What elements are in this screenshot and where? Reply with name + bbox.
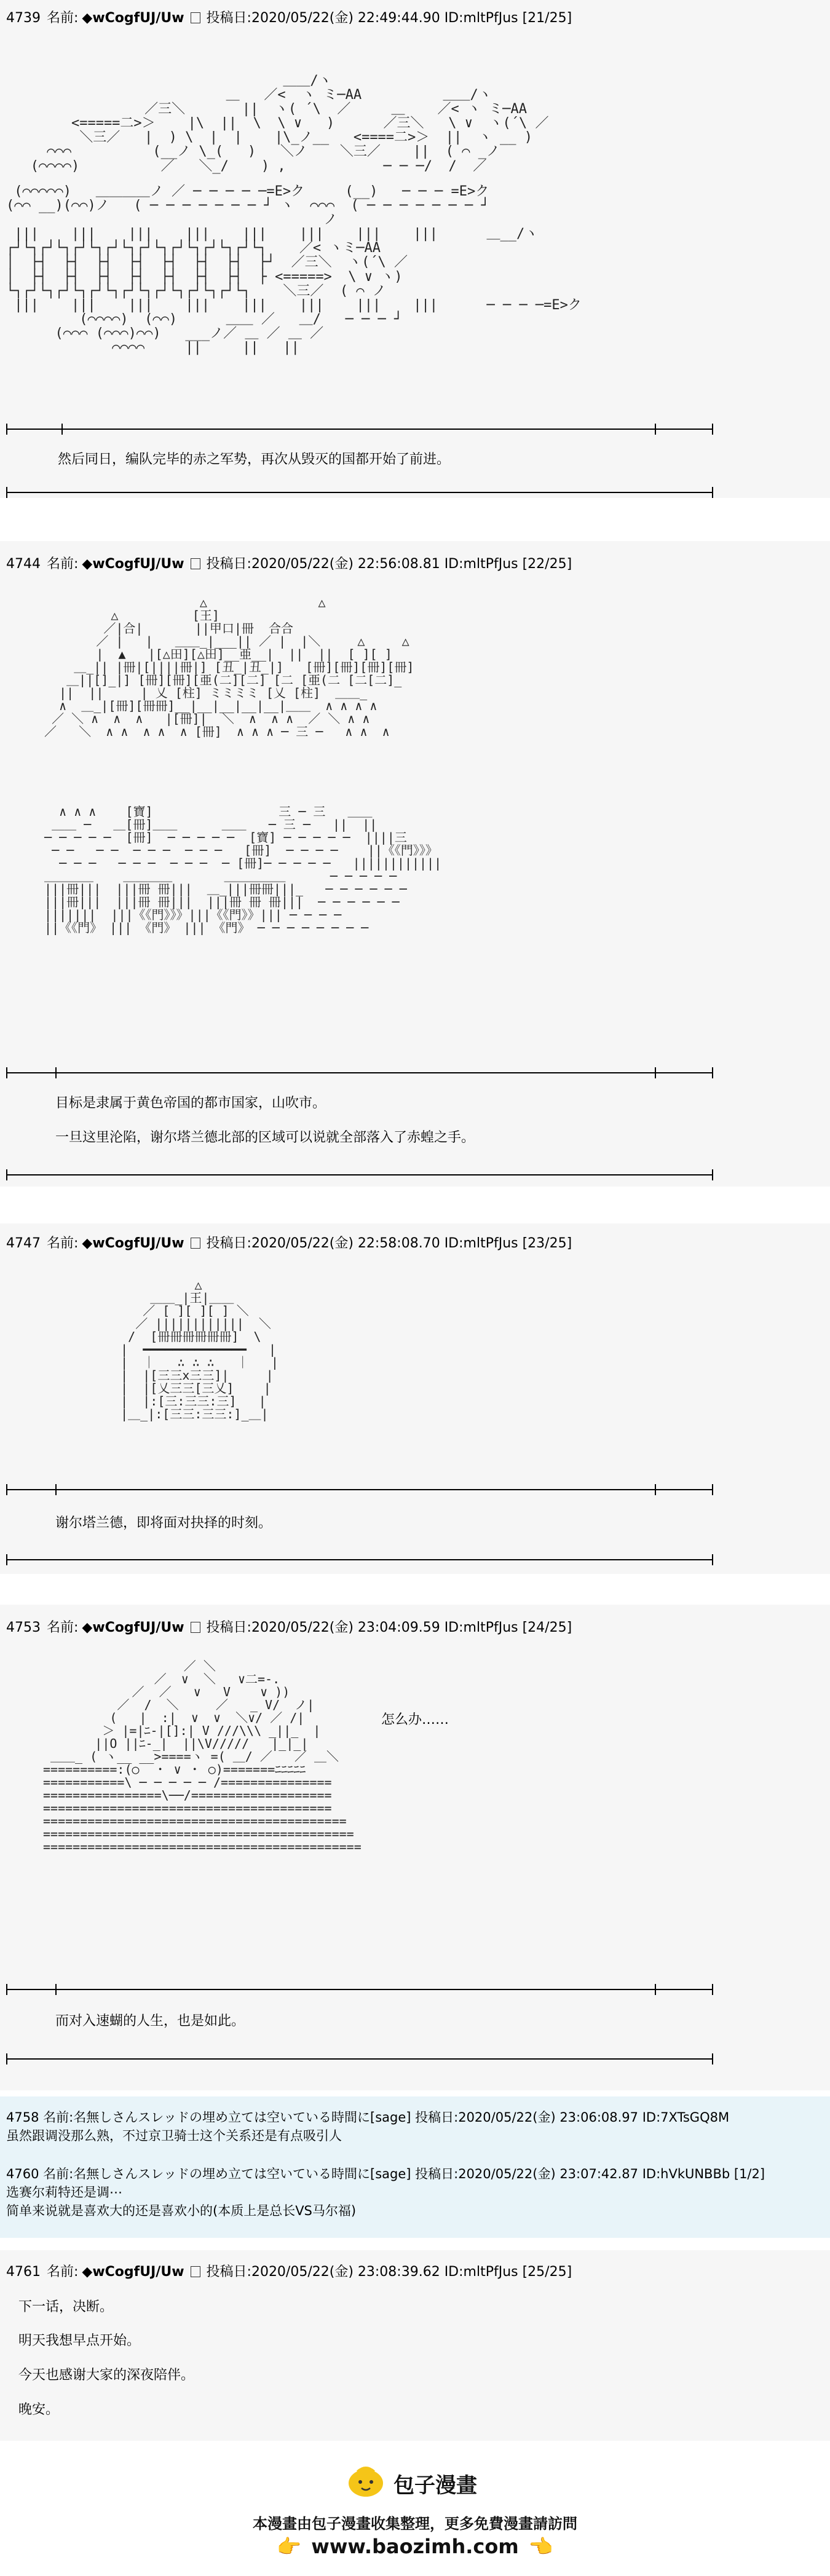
reply-header: [6, 2108, 729, 2126]
ascii-art-armies: ＿＿/ヽ ＿ ／< ヽ ミ─AA ＿＿/ヽ ／三＼ || ヽ( ´\ ／ ＿ ／< ヽ ミ─AA <=====二>＞ |\ || \ \ ∨ ) ／三＼ \ ∨ ヽ(´\ ／ ＼三／ | ) \ | | |\_ノ__ <====二>＞ || ヽ __ ) ⌒⌒⌒ (__ノ \_( ) ＼ノ ＼三／ || ( ⌒ _ノ (⌒⌒⌒⌒) ／ ＼_/ ) , ─ ─ ─/ / ／: [30, 73, 549, 174]
post-4739: [0, 0, 830, 498]
replies-block: [0, 2096, 830, 2238]
reply-header: [6, 2164, 765, 2183]
ascii-art-city-buildings: ∧ ∧ ∧ [寶] 三 ─ 三 ＿＿ ＿＿ ─ ＿[冊]＿＿ ＿＿ ─ 三 ─ || || ─ ─ ─ ─ ─ [冊] ─ ─ ─ ─ ─ [寶] ─ ─ ─ ─ ─ ||||三 ─ ─ ─ ─ ─ ─ ─ ─ ─ ─ [冊] ─ ─ ─ ─ ||《《門》》》 ─ ─ ─ ─ ─ ─ ─ ─ ─ ─ [冊]─ ─ ─ ─ ─ |||||||||||| ＿＿＿＿ ＿＿＿＿ ＿＿＿＿＿ ─ ─ ─ ─ ─ |||冊||| |||冊 冊||| ＿_|||冊冊|||_ ─ ─ ─ ─ ─ ─ |||冊||| |||冊 冊||| |||冊 冊 冊||| ─ ─ ─ ─ ─ ─ ||||||| |||《《門》》》|||《《門》》||| ─ ─ ─ ─ ||《《門》 ||| 《門》 ||| 《門》 ─ ─ ─ ─ ─ ─ ─ ─: [44, 804, 442, 935]
post-number[interactable]: 4744: [6, 556, 41, 572]
reply-text: 虽然跟调没那么熟，不过京卫骑士这个关系还是有点吸引人: [6, 2128, 342, 2143]
post-meta: 投稿日:2020/05/22(金) 23:08:39.62 ID:mltPfJus [25/25]: [206, 2264, 572, 2280]
reply-text: 简单来说就是喜欢大的还是喜欢小的(本质上是总长VS马尔福): [6, 2203, 357, 2218]
closing-line: 下一话，决断。: [18, 2299, 114, 2315]
reply-meta: 投稿日:2020/05/22(金) 23:06:08.97 ID:7XTsGQ8M: [415, 2110, 730, 2125]
post-number[interactable]: 4753: [6, 1620, 41, 1635]
post-4753: [0, 1605, 830, 2090]
name-label: 名前:: [47, 1620, 79, 1635]
trip-box-icon: [191, 558, 200, 569]
reply-text: 选赛尔莉特还是调⋯: [6, 2185, 122, 2200]
ascii-art-character: ／ ＼ ／ ∨ ＼ ∨二=-. ／ ／ ∨ V ∨ )) ／ / ＼ ／ _ V/ ノ| ( | :| ∨ ∨ ＼∨/ ／ /| ＞ |=|ﾆ-|[]:| V ///\\\ _||_ | ||O ||ﾆ-_| ||\V///// |_|_| ＿＿_ ( ヽ__ __>====ヽ =( ＿/ ／ ／ ＿＼ ==========:(○ ・ ∨ ・ ○)=======ﾆﾆﾆﾆﾆ ===========\ ─ ─ ─ ─ ─ /=============== ================\──/=================== ======================================= ========================================= ========================================== ===========================================: [43, 1659, 362, 1854]
divider: [6, 1072, 713, 1073]
name-label: 名前:: [43, 2110, 74, 2125]
post-header: [6, 2261, 572, 2280]
narration-line: 而对入速蝴的人生，也是如此。: [55, 2013, 245, 2029]
post-meta: 投稿日:2020/05/22(金) 22:58:08.70 ID:mltPfJus [23/25]: [206, 1236, 572, 1251]
ascii-art-forts: (⌒⌒⌒⌒⌒) ＿＿＿＿ノ ／ ─ ─ ─ ─ ─=E>ク (__) ─ ─ ─ =E>ク (⌒⌒ __)(⌒⌒)ノ ( ─ ─ ─ ─ ─ ─ ─ ┘ ヽ ⌒⌒⌒ ( ─ ─ ─ ─ ─ ─ ─ ┘ ノ ||| ||| ||| ||| ||| ||| ||| ||| ＿__/ヽ ┌┘└┐┌┘└┐┌┘└┐┌┘└┐┌┘└┐┌┘└┐┌┘└┐┌┘└┐ ／< ヽミ─AA │ ├┤ ├┤ ├┤ ├┤ ├┤ ├┤ ├┤ ├┘ ／三＼ ヽ(´\ ／ │ ├┤ ├┤ ├┤ ├┤ ├┤ ├┤ ├┤ ├ <=====> \ ∨ ヽ) └┐┌┘└┐┌┘└┐┌┘└┐┌┘└┐┌┘└┐┌┘└┐┌┘└┐ ＼三／ ( ⌒ ノ ||| ||| ||| ||| ||| ||| ||| ||| ─ ─ ─ ─=E>ク (⌒⌒⌒⌒) (⌒⌒) ＿＿ ／ ＿/ ─ ─ ─ ┘ (⌒⌒⌒ (⌒⌒⌒)⌒⌒) ___ノ／ ＿ ／ ＿ ／ ⌒⌒⌒⌒ || || ||: [6, 184, 582, 356]
post-meta: 投稿日:2020/05/22(金) 23:04:09.59 ID:mltPfJus [24/25]: [206, 1620, 572, 1635]
post-4747: [0, 1223, 830, 1574]
post-header: [6, 553, 572, 572]
pointing-right-icon: 👉: [277, 2535, 302, 2558]
narration-line: 一旦这里沦陷，谢尔塔兰德北部的区域可以说就全部落入了赤蝗之手。: [55, 1130, 475, 1145]
reply-number[interactable]: 4758: [6, 2110, 39, 2125]
narration-line: 谢尔塔兰德，即将面对抉择的时刻。: [55, 1515, 272, 1531]
poster-name: ◆wCogfUJ/Uw: [82, 1620, 184, 1635]
post-meta: 投稿日:2020/05/22(金) 22:56:08.81 ID:mltPfJus [22/25]: [206, 556, 572, 572]
post-header: [6, 1233, 572, 1252]
baozi-logo-icon: [346, 2463, 386, 2498]
post-number[interactable]: 4761: [6, 2264, 41, 2280]
divider: [6, 429, 713, 430]
post-header: [6, 1617, 572, 1636]
footer-url[interactable]: [0, 2535, 830, 2558]
poster-name: ◆wCogfUJ/Uw: [82, 1236, 184, 1251]
divider: [6, 1174, 713, 1175]
trip-box-icon: [191, 12, 200, 23]
narration-line: 然后同日，编队完毕的赤之军势，再次从毁灭的国都开始了前进。: [58, 452, 451, 467]
footer-notice: 本漫畫由包子漫畫收集整理，更多免費漫畫請訪問: [253, 2515, 577, 2532]
site-link[interactable]: www.baozimh.com: [311, 2535, 519, 2558]
reply-name: 名無しさんスレッドの埋め立ては空いている時間に[sage]: [73, 2110, 411, 2125]
closing-line: 晚安。: [18, 2402, 60, 2417]
post-number[interactable]: 4739: [6, 10, 41, 26]
closing-line: 明天我想早点开始。: [18, 2333, 141, 2349]
post-4744: [0, 541, 830, 1187]
narration-line: 目标是隶属于黄色帝国的都市国家，山吹市。: [55, 1096, 326, 1111]
reply-name: 名無しさんスレッドの埋め立ては空いている時間に[sage]: [73, 2167, 411, 2181]
post-meta: 投稿日:2020/05/22(金) 22:49:44.90 ID:mltPfJus [21/25]: [206, 10, 572, 26]
trip-box-icon: [191, 1238, 200, 1249]
name-label: 名前:: [47, 1236, 79, 1251]
pointing-left-icon: 👈: [528, 2535, 553, 2558]
poster-name: ◆wCogfUJ/Uw: [82, 2264, 184, 2280]
divider: [6, 1989, 713, 1990]
post-number[interactable]: 4747: [6, 1236, 41, 1251]
closing-line: 今天也感谢大家的深夜陪伴。: [18, 2368, 195, 2383]
ascii-art-city-castle: △ △ △ [王] ／|合| ||甲口|冊 合合 ／ | | ＿＿_|___|| ／ | |＼ △ △ | ▲ |[△田][△田]__亜__| || || [ ][ ] ＿_|| |冊|[||||冊|] [丑_|丑_|] [冊][冊][冊][冊] ＿||[]_|] [冊][冊][亜(二][二] [二 [亜(二 [二[二]_ || || | 乂 [柱] ミミミミ [乂 [柱] ＿＿_ ∧ ＿_|[冊][冊冊]__|__|__|__|__|＿＿ ∧ ∧ ∧ ∧ ／ ＼ ∧ ∧ ∧ |[冊]| ＼ ∧ ∧ ∧ ／ ＼ ∧ ∧ ／ ＼ ∧ ∧ ∧ ∧ ∧ [冊] ∧ ∧ ∧ ─ 三 ─ ∧ ∧ ∧: [44, 595, 414, 739]
reply-meta: 投稿日:2020/05/22(金) 23:07:42.87 ID:hVkUNBBb [1/2]: [415, 2167, 765, 2181]
name-label: 名前:: [47, 10, 79, 26]
name-label: 名前:: [47, 2264, 79, 2280]
divider: [6, 492, 713, 493]
post-header: [6, 7, 572, 26]
site-brand: 包子漫畫: [393, 2473, 477, 2498]
divider: [6, 1559, 713, 1560]
divider: [6, 2058, 713, 2060]
trip-box-icon: [191, 1622, 200, 1633]
post-4761: [0, 2250, 830, 2441]
ascii-art-caption: 怎么办……: [381, 1712, 449, 1728]
name-label: 名前:: [43, 2167, 74, 2181]
poster-name: ◆wCogfUJ/Uw: [82, 10, 184, 26]
poster-name: ◆wCogfUJ/Uw: [82, 556, 184, 572]
ascii-art-palace: △ ＿＿_|王|＿＿ ／ [ ][ ][ ] ＼ ／ |||||||||||| ＼ / [冊冊冊冊冊冊] \ | ━━━━━━━━━━━━━━ | | ｜ ∴ ∴ ∴ ｜ | | |[三三x三三]| | | |[乂三三[三乂] | | |:[三:三三:三] | |＿_|:[三三:三三:]_＿|: [121, 1278, 279, 1421]
reply-number[interactable]: 4760: [6, 2167, 39, 2181]
divider: [6, 1489, 713, 1490]
site-footer: [0, 2450, 830, 2576]
name-label: 名前:: [47, 556, 79, 572]
trip-box-icon: [191, 2266, 200, 2277]
